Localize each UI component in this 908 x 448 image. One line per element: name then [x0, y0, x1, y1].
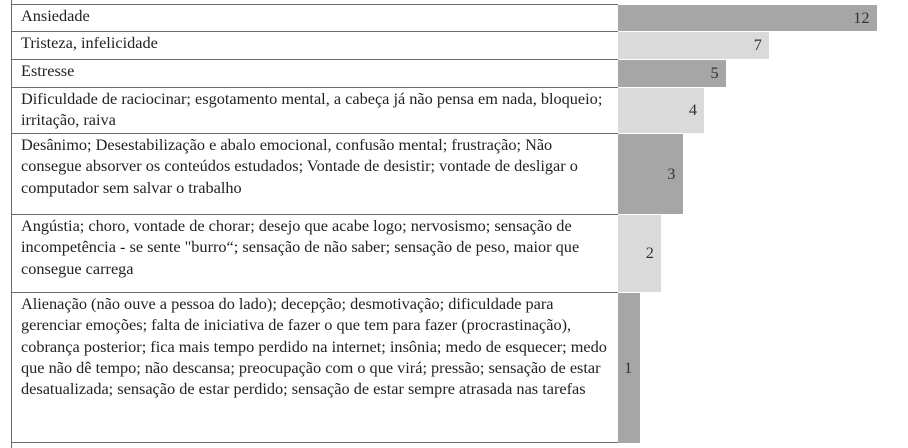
bar: [618, 32, 769, 59]
category-label: Estresse: [21, 61, 75, 80]
bar-value-label: 3: [667, 163, 676, 183]
bar-value-label: 7: [753, 35, 762, 54]
category-row: [11, 292, 618, 443]
category-row: [11, 214, 618, 292]
bar-value-label: 1: [624, 357, 633, 377]
category-row: [11, 133, 618, 214]
category-row: [11, 59, 618, 87]
bar-value-label: 5: [710, 63, 719, 82]
category-label: Angústia; choro, vontade de chorar; desejo que acabe logo; nervosismo; sensação de incompetência - se sente "burro“; sensação de não saber; sensação de peso, maior que consegue carrega: [21, 216, 580, 278]
category-row: [11, 31, 618, 59]
category-row: [11, 87, 618, 133]
bar: [618, 5, 877, 31]
bar: [618, 215, 661, 292]
category-label: Desânimo; Desestabilização e abalo emocional, confusão mental; frustração; Não consegue absorver os conteúdos estudados; Vontade de desistir; vontade de desligar o computador sem salvar o trabalho: [21, 135, 578, 197]
bar-value-label: 4: [688, 100, 698, 119]
category-label: Tristeza, infelicidade: [21, 33, 158, 52]
bar-value-label: 12: [853, 7, 870, 27]
category-label: Dificuldade de raciocinar; esgotamento mental, a cabeça já não pensa em nada, bloqueio; irritação, raiva: [21, 89, 603, 130]
category-row: [11, 4, 618, 31]
category-label: Alienação (não ouve a pessoa do lado); decepção; desmotivação; dificuldade para gerenciar emoções; falta de iniciativa de fazer o que tem para fazer (procrastinação), cobrança posterior; fica mais tempo perdido na internet; insônia; medo de esquecer; medo que não dê tempo; não descansa; preocupação com o que virá; pressão; sensação de estar desatualizada; sensação de estar perdido; sensação de estar sempre atrasada nas tarefas: [21, 294, 607, 399]
bar-value-label: 2: [645, 243, 654, 262]
category-label: Ansiedade: [21, 6, 90, 25]
